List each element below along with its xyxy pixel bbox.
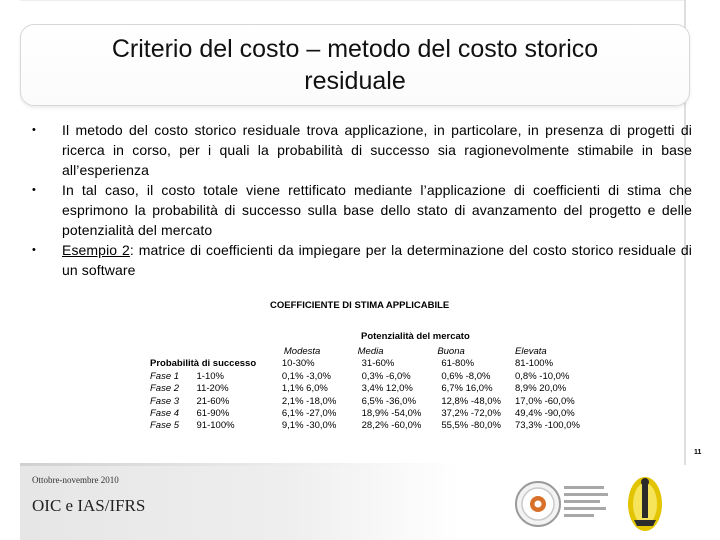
ranges-label: Probabilità di successo [150, 358, 257, 370]
table-cell: 2,1% -18,0% [281, 395, 337, 407]
table-cell: 0,3% -6,0% [361, 370, 411, 382]
table-row [150, 396, 580, 408]
table-cell: 55,5% -80,0% [441, 420, 501, 432]
table-row [150, 420, 580, 432]
table-cell: 0,8% -10,0% [515, 370, 570, 382]
table-cell: 0,6% -8,0% [441, 370, 491, 382]
table-cell: 91-100% [196, 420, 235, 432]
phase-label: Fase 1 [150, 370, 180, 382]
slide-title: Criterio del costo – metodo del costo storico residuale [111, 35, 599, 95]
coefficient-grid [150, 346, 580, 433]
table-subtitle: Potenzialità del mercato [361, 331, 470, 342]
table-title: COEFFICIENTE DI STIMA APPLICABILE [270, 300, 450, 311]
table-cell: 17,0% -60,0% [515, 395, 575, 407]
table-cell: 37,2% -72,0% [441, 408, 501, 420]
table-cell: 6,1% -27,0% [281, 408, 337, 420]
bullet-text: Esempio 2: matrice di coefficienti da impiegare per la determinazione del costo storico residuale di un software [62, 242, 693, 278]
table-cell: 61-90% [196, 408, 230, 420]
table-cell: 8,9% 20,0% [515, 383, 567, 395]
bullet-text: In tal caso, il costo totale viene rettificato mediante l’applicazione di coefficienti di stima che esprimono la probabilità di successo sulla base dello stato di avanzamento del progetto e delle potenzialità del mercato [62, 182, 692, 238]
table-cell: 0,1% -3,0% [281, 370, 331, 382]
table-cell: 10-30% [281, 358, 315, 370]
bullet-text: Il metodo del costo storico residuale trova applicazione, in particolare, in presenza di progetti di ricerca in corso, per i quali la probabilità di successo sia ragionevolmente stimabile in base all’esperienza [62, 122, 692, 178]
top-rule [20, 0, 684, 1]
phase-label: Fase 3 [150, 395, 180, 407]
bullet-item [32, 180, 692, 240]
table-cell: 31-60% [361, 358, 395, 370]
table-cell: 21-60% [196, 395, 230, 407]
footer-brand: OIC e IAS/IFRS [32, 496, 146, 515]
col-header: Media [357, 346, 384, 357]
bullet-item [32, 240, 692, 280]
phase-label: Fase 2 [150, 383, 180, 395]
table-cell: 12,8% -48,0% [441, 395, 501, 407]
bullet-list [32, 120, 692, 280]
table-row [150, 408, 580, 420]
table-row [150, 371, 580, 383]
table-cell: 3,4% 12,0% [361, 383, 413, 395]
col-header: Elevata [515, 346, 547, 357]
table-cell: 61-80% [441, 358, 475, 370]
table-cell: 18,9% -54,0% [361, 408, 422, 420]
example-link[interactable]: Esempio 2 [62, 242, 130, 258]
bullet-dot-icon: • [32, 244, 36, 256]
col-header: Buona [437, 346, 465, 357]
bullet-dot-icon: • [32, 184, 36, 196]
commercialisti-seal-logo [512, 478, 612, 530]
table-cell: 28,2% -60,0% [361, 420, 422, 432]
table-cell: 9,1% -30,0% [281, 420, 337, 432]
table-cell: 81-100% [515, 358, 554, 370]
table-cell: 1-10% [196, 370, 224, 382]
table-cell: 49,4% -90,0% [515, 408, 575, 420]
table-row [150, 383, 580, 395]
footer-date: Ottobre-novembre 2010 [32, 475, 119, 485]
table-header-row [150, 346, 580, 358]
col-header: Modesta [283, 346, 321, 357]
table-cell: 6,7% 16,0% [441, 383, 493, 395]
bullet-item [32, 120, 692, 180]
bullet-dot-icon: • [32, 124, 36, 136]
table-cell: 73,3% -100,0% [515, 420, 580, 432]
table-row [150, 358, 580, 370]
institute-emblem-logo [626, 474, 664, 534]
title-box [20, 24, 690, 106]
table-cell: 6,5% -36,0% [361, 395, 417, 407]
phase-label: Fase 5 [150, 420, 180, 432]
phase-label: Fase 4 [150, 408, 180, 420]
page-number: 11 [694, 449, 702, 456]
table-cell: 1,1% 6,0% [281, 383, 328, 395]
table-cell: 11-20% [196, 383, 229, 395]
